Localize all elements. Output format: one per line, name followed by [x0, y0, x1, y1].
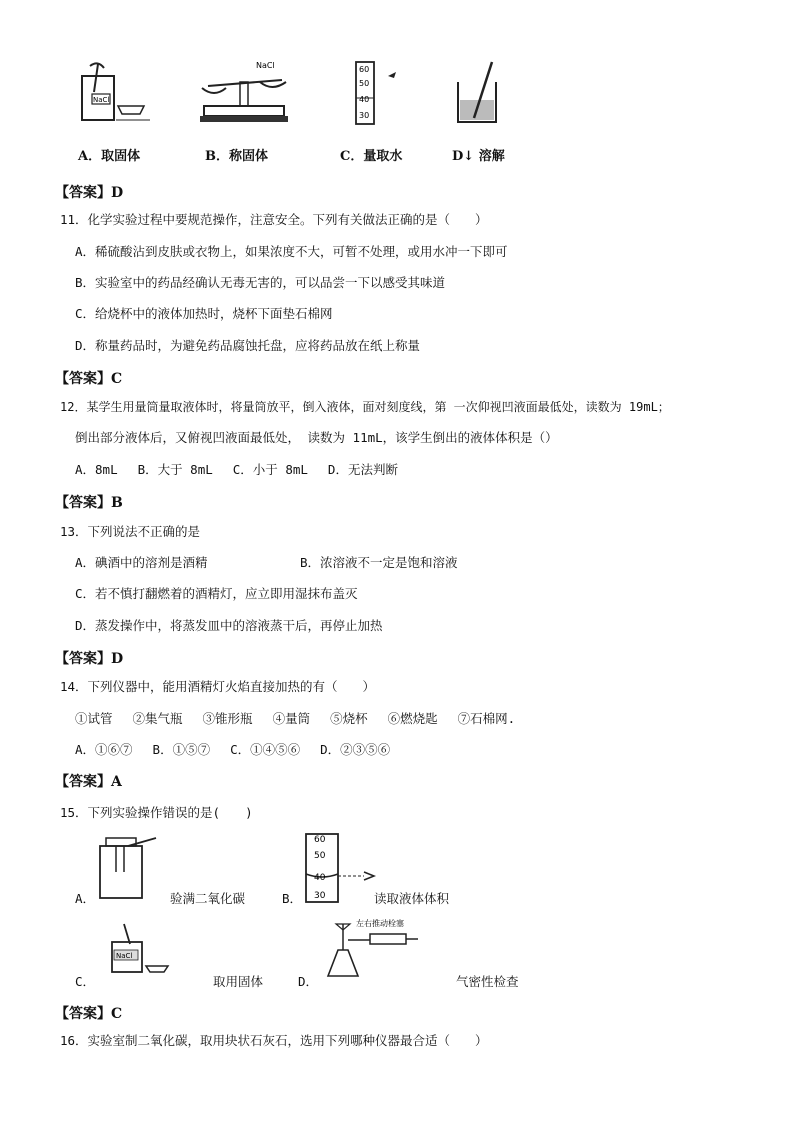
- caption-c: C．量取水: [340, 149, 403, 164]
- svg-text:30: 30: [359, 111, 370, 120]
- q15-figure-c-reagent-bottle: [104, 920, 184, 976]
- q11-option-d: D．称量药品时，为避免药品腐蚀托盘，应将药品放在纸上称量: [75, 338, 421, 353]
- answer-15: 【答案】C: [55, 1006, 123, 1022]
- figure-take-solid: [78, 62, 158, 127]
- q13-option-c: C．若不慎打翻燃着的酒精灯，应立即用湿抹布盖灭: [75, 586, 358, 601]
- q14-stem: 14．下列仪器中，能用酒精灯火焰直接加热的有（ ）: [60, 679, 376, 694]
- figure-dissolve: [452, 58, 512, 128]
- svg-text:NaCl: NaCl: [116, 952, 133, 960]
- q11-stem: 11．化学实验过程中要规范操作，注意安全。下列有关做法正确的是（ ）: [60, 212, 488, 227]
- svg-text:50: 50: [359, 79, 370, 88]
- q13-option-d: D．蒸发操作中，将蒸发皿中的溶液蒸干后，再停止加热: [75, 618, 383, 633]
- q14-items: ①试管 ②集气瓶 ③锥形瓶 ④量筒 ⑤烧杯 ⑥燃烧匙 ⑦石棉网.: [75, 711, 516, 726]
- q12-stem-line1: 12．某学生用量筒量取液体时，将量筒放平，倒入液体，面对刻度线，第 一次仰视凹液面最低处，读数为 19mL；: [60, 400, 670, 414]
- q15-option-d-letter: D．: [298, 974, 319, 989]
- answer-13: 【答案】D: [55, 651, 124, 667]
- q13-option-a: A．碘酒中的溶剂是酒精: [75, 555, 208, 570]
- q14-options: A．①⑥⑦ B．①⑤⑦ C．①④⑤⑥ D．②③⑤⑥: [75, 742, 391, 757]
- caption-a: A．取固体: [78, 149, 141, 164]
- q15-option-b-text: 读取液体体积: [374, 891, 450, 906]
- q11-option-b: B．实验室中的药品经确认无毒无害的，可以品尝一下以感受其味道: [75, 275, 446, 290]
- svg-text:60: 60: [359, 65, 370, 74]
- q15-option-d-text: 气密性检查: [456, 974, 519, 989]
- q15-option-b-letter: B．: [282, 891, 303, 906]
- q15-option-a-text: 验满二氧化碳: [170, 891, 246, 906]
- q11-option-a: A．稀硫酸沾到皮肤或衣物上，如果浓度不大，可暂不处理，或用水冲一下即可: [75, 244, 508, 259]
- q15-figure-a-gas-bottle: [96, 832, 176, 900]
- svg-text:60: 60: [314, 835, 326, 845]
- figure-weigh-solid: [198, 58, 293, 128]
- svg-text:30: 30: [314, 891, 326, 901]
- svg-text:40: 40: [314, 873, 326, 883]
- q13-stem: 13．下列说法不正确的是: [60, 524, 201, 539]
- caption-b: B．称固体: [205, 149, 268, 164]
- svg-text:40: 40: [359, 95, 370, 104]
- figure-measure-water: [350, 58, 430, 128]
- svg-text:左右推动栓塞: 左右推动栓塞: [356, 919, 404, 928]
- svg-text:NaCl: NaCl: [256, 61, 275, 70]
- q15-option-c-text: 取用固体: [213, 974, 264, 989]
- q16-stem: 16．实验室制二氧化碳，取用块状石灰石，选用下列哪种仪器最合适（ ）: [60, 1033, 488, 1048]
- q11-option-c: C．给烧杯中的液体加热时，烧杯下面垫石棉网: [75, 306, 333, 321]
- answer-14: 【答案】A: [55, 774, 122, 790]
- caption-d: D↓ 溶解: [452, 149, 505, 164]
- svg-text:50: 50: [314, 851, 326, 861]
- answer-10: 【答案】D: [55, 185, 124, 201]
- q12-stem-line2: 倒出部分液体后，又俯视凹液面最低处， 读数为 11mL，该学生倒出的液体体积是（）: [75, 430, 558, 445]
- q15-stem: 15．下列实验操作错误的是( ): [60, 805, 253, 820]
- q15-figure-b-cylinder: [300, 832, 380, 904]
- nacl-label: NaCl: [93, 96, 110, 104]
- answer-12: 【答案】B: [55, 495, 123, 511]
- q15-option-a-letter: A．: [75, 891, 96, 906]
- q12-options: A．8mL B．大于 8mL C．小于 8mL D．无法判断: [75, 462, 398, 477]
- q15-option-c-letter: C．: [75, 974, 96, 989]
- answer-11: 【答案】C: [55, 371, 123, 387]
- q15-figure-d-airtightness: [318, 916, 428, 978]
- q13-option-b: B．浓溶液不一定是饱和溶液: [300, 555, 458, 570]
